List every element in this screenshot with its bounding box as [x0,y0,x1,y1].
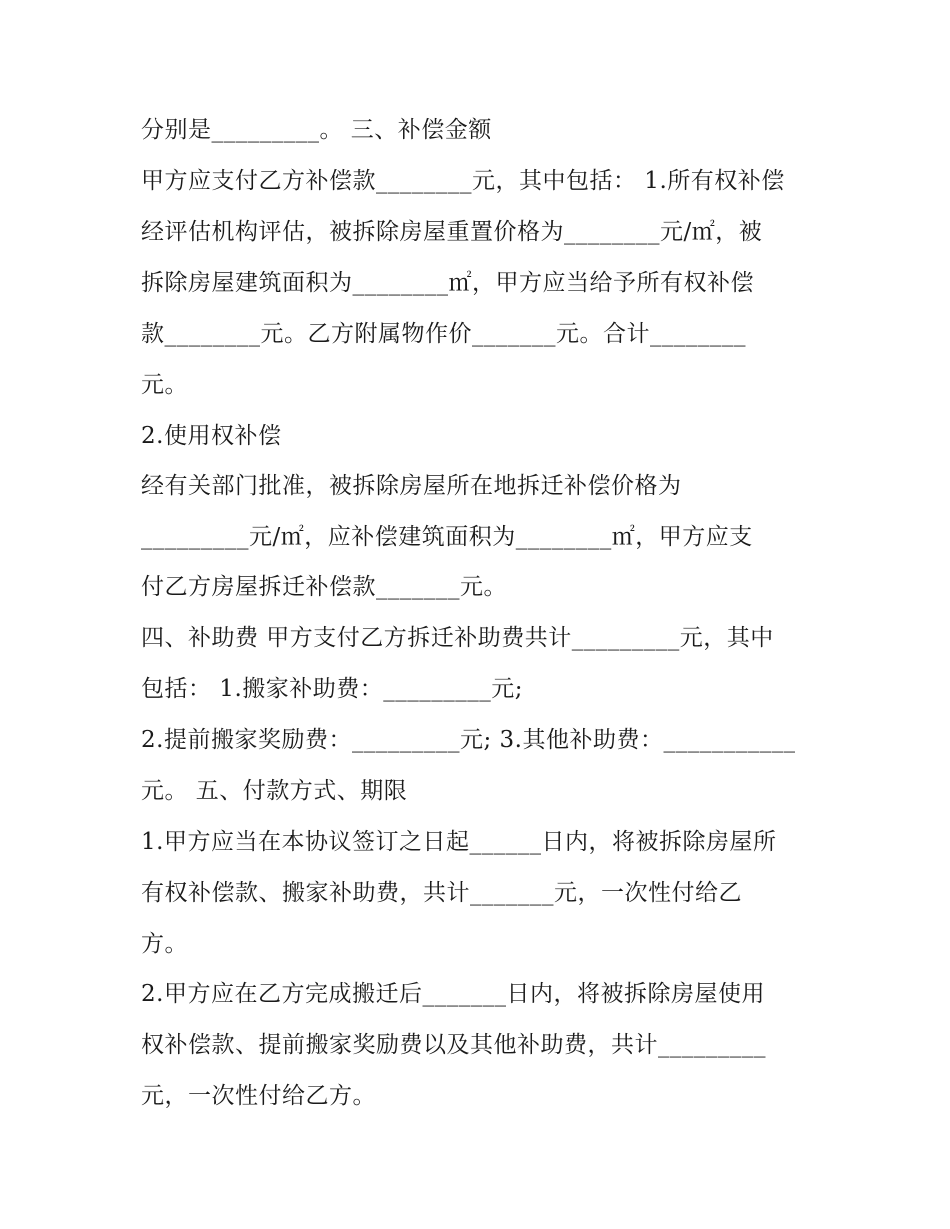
text-line: 四、补助费 甲方支付乙方拆迁补助费共计_________元，其中 [141,625,774,651]
text-line: 有权补偿款、搬家补助费，共计_______元，一次性付给乙 [141,880,742,906]
text-line: 拆除房屋建筑面积为________㎡，甲方应当给予所有权补偿 [141,270,754,296]
text-line: 2.提前搬家奖励费：_________元; 3.其他补助费：___________ [141,727,796,753]
text-line: 付乙方房屋拆迁补偿款_______元。 [141,574,507,600]
section-heading: 2.使用权补偿 [141,423,282,449]
text-line: 经有关部门批准，被拆除房屋所在地拆迁补偿价格为 [141,473,682,499]
text-line: 2.甲方应在乙方完成搬迁后_______日内，将被拆除房屋使用 [141,981,765,1007]
text-line: 方。 [141,931,188,957]
text-line: 包括： 1.搬家补助费：_________元; [141,676,524,702]
text-line: 经评估机构评估，被拆除房屋重置价格为________元/㎡，被 [141,219,763,245]
text-line: 1.甲方应当在本协议签订之日起______日内，将被拆除房屋所 [141,829,777,855]
text-line: 元。 五、付款方式、期限 [141,778,408,804]
text-line: 甲方应支付乙方补偿款________元，其中包括： 1.所有权补偿 [141,168,785,194]
text-line: 款________元。乙方附属物作价_______元。合计________ [141,321,746,347]
text-line: 分别是_________。 三、补偿金额 [141,117,492,143]
text-line: 元，一次性付给乙方。 [141,1083,376,1109]
text-line: 权补偿款、提前搬家奖励费以及其他补助费，共计_________ [141,1032,766,1058]
text-line: 元。 [141,372,188,398]
text-line: _________元/㎡，应补偿建筑面积为________㎡，甲方应支 [141,524,753,550]
